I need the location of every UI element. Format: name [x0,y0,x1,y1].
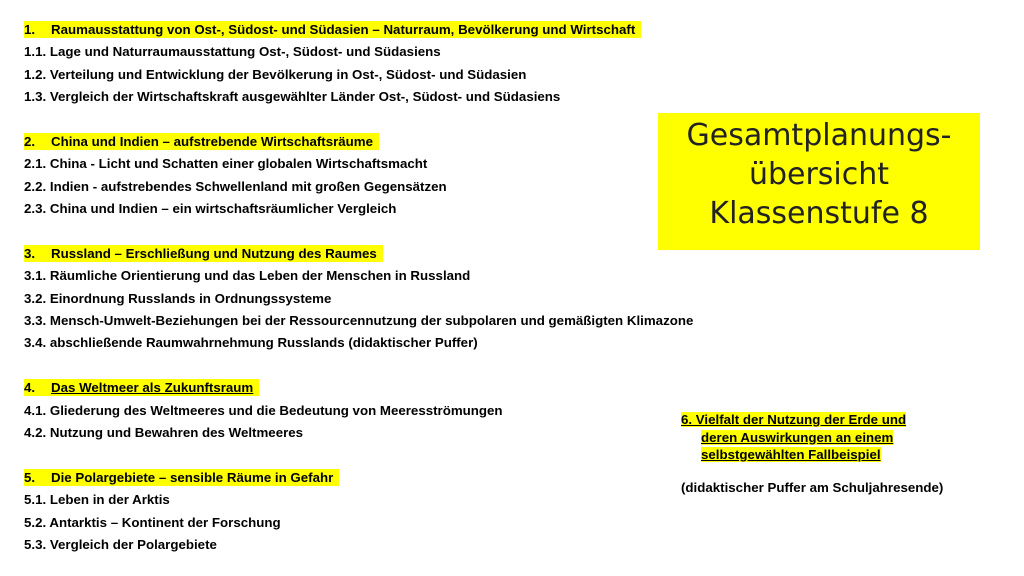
section-6-line-3: selbstgewählten Fallbeispiel [701,447,881,462]
item-3-3: 3.3. Mensch-Umwelt-Beziehungen bei der Ressourcennutzung der subpolaren und gemäßigten Klimazone [24,313,694,329]
item-1-2: 1.2. Verteilung und Entwicklung der Bevölkerung in Ost-, Südost- und Südasien [24,66,527,82]
page-title [658,113,980,250]
item-2-3: 2.3. China und Indien – ein wirtschaftsräumlicher Vergleich [24,201,397,217]
topic-list [24,19,764,556]
title-line-3: Klassenstufe 8 [709,196,929,231]
item-3-4: 3.4. abschließende Raumwahrnehmung Russlands (didaktischer Puffer) [24,335,478,351]
section-6-note [681,411,943,496]
item-5-1: 5.1. Leben in der Arktis [24,492,170,508]
section-1-heading: 1. Raumausstattung von Ost-, Südost- und Südasien – Naturraum, Bevölkerung und Wirtschaft [24,19,764,41]
item-4-2: 4.2. Nutzung und Bewahren des Weltmeeres [24,425,304,441]
item-2-1: 2.1. China - Licht und Schatten einer globalen Wirtschaftsmacht [24,156,428,172]
buffer-note: (didaktischer Puffer am Schuljahresende) [681,479,944,495]
item-3-1: 3.1. Räumliche Orientierung und das Leben der Menschen in Russland [24,268,471,284]
item-1-1: 1.1. Lage und Naturraumausstattung Ost-, Südost- und Südasiens [24,44,441,60]
item-1-3: 1.3. Vergleich der Wirtschaftskraft ausgewählter Länder Ost-, Südost- und Südasiens [24,89,561,105]
section-6-line-1: 6. Vielfalt der Nutzung der Erde und [681,412,907,427]
item-5-2: 5.2. Antarktis – Kontinent der Forschung [24,514,281,530]
item-5-3: 5.3. Vergleich der Polargebiete [24,536,217,552]
section-3-heading: 3. Russland – Erschließung und Nutzung des Raumes [24,243,764,265]
item-2-2: 2.2. Indien - aufstrebendes Schwellenland mit großen Gegensätzen [24,178,447,194]
title-line-1: Gesamtplanungs- [686,118,952,153]
title-line-2: übersicht [748,157,890,192]
section-2-heading: 2. China und Indien – aufstrebende Wirtschaftsräume [24,131,764,153]
item-3-2: 3.2. Einordnung Russlands in Ordnungssysteme [24,290,332,306]
item-4-1: 4.1. Gliederung des Weltmeeres und die Bedeutung von Meeresströmungen [24,402,503,418]
section-4-heading: 4. Das Weltmeer als Zukunftsraum [24,377,764,399]
section-6-line-2: deren Auswirkungen an einem [701,429,894,445]
section-5-heading: 5. Die Polargebiete – sensible Räume in Gefahr [24,467,764,489]
